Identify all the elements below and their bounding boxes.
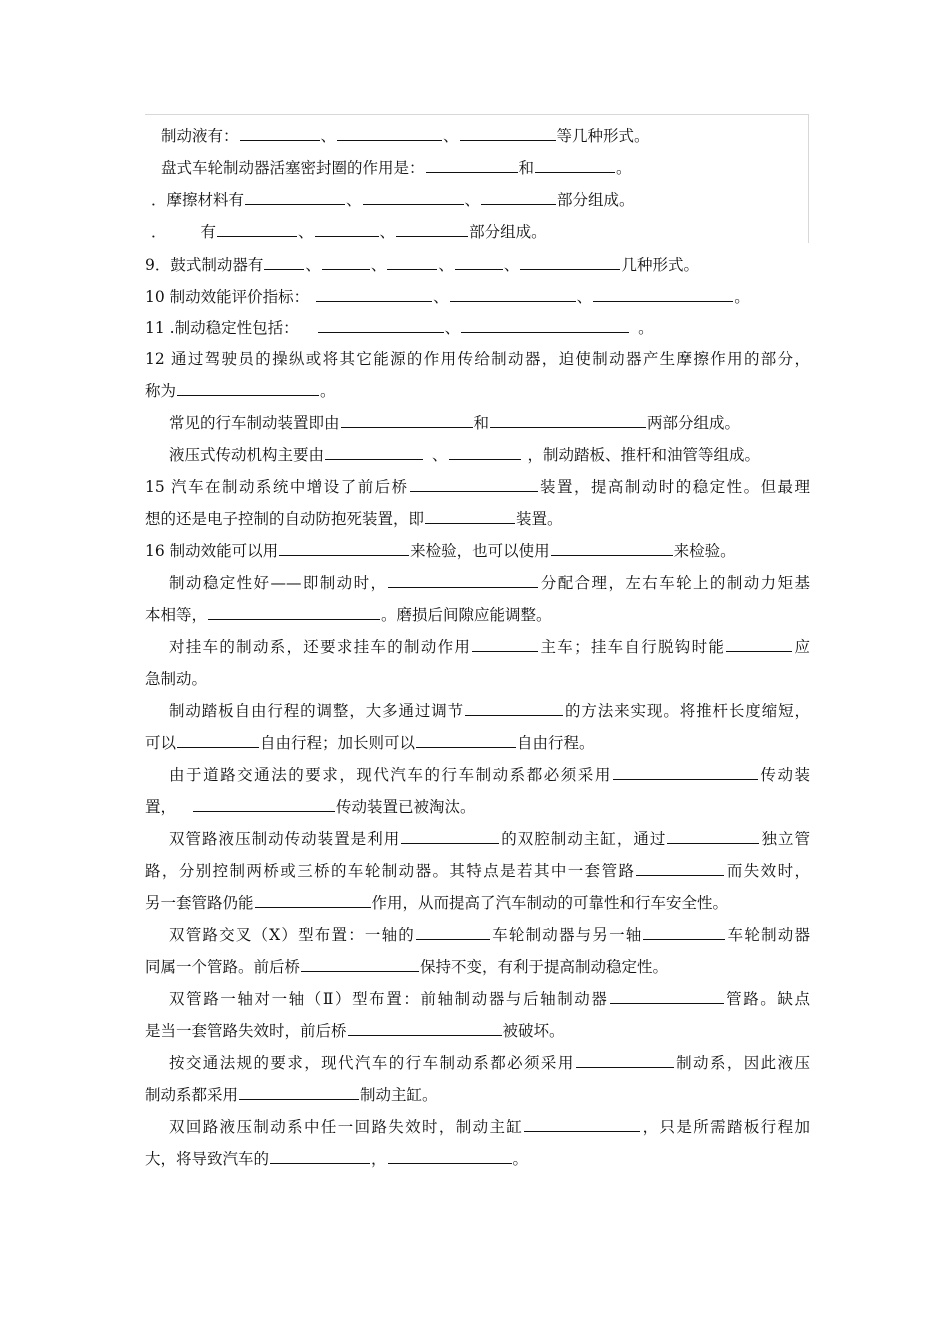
question-line: ．摩擦材料有 、 、 部分组成。 [151, 191, 635, 209]
question-line: 液压式传动机构主要由 、 ，制动踏板、推杆和油管等组成。 [169, 446, 761, 464]
answer-blank[interactable] [177, 380, 319, 396]
answer-blank[interactable] [636, 860, 724, 876]
answer-blank[interactable] [426, 157, 518, 173]
answer-blank[interactable] [279, 540, 409, 556]
question-line: 本相等， 。磨损后间隙应能调整。 [145, 606, 552, 624]
question-line: 常见的行车制动装置即由 和 两部分组成。 [169, 414, 741, 432]
question-line: 由于道路交通法的要求，现代汽车的行车制动系都必须采用 传动装 [169, 766, 810, 784]
answer-blank[interactable] [416, 924, 490, 940]
answer-blank[interactable] [337, 125, 442, 141]
answer-blank[interactable] [264, 254, 304, 270]
answer-blank[interactable] [217, 221, 297, 237]
question-line: 16 制动效能可以用 来检验，也可以使用 来检验。 [145, 542, 736, 560]
answer-blank[interactable] [255, 892, 371, 908]
answer-blank[interactable] [524, 1116, 640, 1132]
answer-blank[interactable] [316, 286, 432, 302]
question-line: 双管路一轴对一轴（Ⅱ）型布置：前轴制动器与后轴制动器 管路。缺点 [169, 990, 810, 1008]
answer-blank[interactable] [325, 444, 423, 460]
question-line: 10 制动效能评价指标： 、 、 。 [145, 288, 750, 306]
answer-blank[interactable] [177, 732, 259, 748]
question-line: 双管路液压制动传动装置是利用 的双腔制动主缸，通过 独立管 [169, 830, 810, 848]
question-line: 想的还是电子控制的自动防抱死装置，即 装置。 [145, 510, 563, 528]
answer-blank[interactable] [348, 1020, 502, 1036]
answer-blank[interactable] [208, 604, 380, 620]
answer-blank[interactable] [388, 1148, 512, 1164]
question-line: 制动稳定性好——即制动时， 分配合理，左右车轮上的制动力矩基 [169, 574, 810, 592]
answer-blank[interactable] [450, 286, 576, 302]
answer-blank[interactable] [193, 796, 335, 812]
question-line: ． 有 、 、 部分组成。 [151, 223, 547, 241]
question-line: 置， 传动装置已被淘汰。 [145, 798, 476, 816]
answer-blank[interactable] [315, 221, 379, 237]
question-line: 路，分别控制两桥或三桥的车轮制动器。其特点是若其中一套管路 而失效时， [145, 862, 810, 880]
answer-blank[interactable] [245, 189, 345, 205]
answer-blank[interactable] [341, 412, 473, 428]
answer-blank[interactable] [576, 1052, 674, 1068]
question-line: 12 通过驾驶员的操纵或将其它能源的作用传给制动器，迫使制动器产生摩擦作用的部分， [145, 350, 810, 368]
question-line: 同属一个管路。前后桥 保持不变，有利于提高制动稳定性。 [145, 958, 669, 976]
answer-blank[interactable] [490, 412, 646, 428]
answer-blank[interactable] [610, 988, 724, 1004]
question-line: 双回路液压制动系中任一回路失效时，制动主缸 ，只是所需踏板行程加 [169, 1118, 810, 1136]
question-line: 急制动。 [145, 670, 208, 688]
answer-blank[interactable] [460, 125, 556, 141]
answer-blank[interactable] [465, 700, 563, 716]
answer-blank[interactable] [481, 189, 556, 205]
answer-blank[interactable] [551, 540, 673, 556]
question-line: 另一套管路仍能 作用，从而提高了汽车制动的可靠性和行车安全性。 [145, 894, 729, 912]
answer-blank[interactable] [667, 828, 759, 844]
answer-blank[interactable] [388, 572, 538, 588]
question-line: 可以 自由行程；加长则可以 自由行程。 [145, 734, 595, 752]
answer-blank[interactable] [455, 254, 503, 270]
answer-blank[interactable] [535, 157, 615, 173]
question-line: 9．鼓式制动器有 、 、 、 、 几种形式。 [145, 256, 699, 274]
question-line: 按交通法规的要求，现代汽车的行车制动系都必须采用 制动系，因此液压 [169, 1054, 810, 1072]
answer-blank[interactable] [472, 636, 538, 652]
answer-blank[interactable] [396, 221, 468, 237]
question-line: 制动液有： 、 、 等几种形式。 [161, 127, 650, 145]
answer-blank[interactable] [387, 254, 437, 270]
answer-blank[interactable] [270, 1148, 370, 1164]
question-line: 制动系都采用 制动主缸。 [145, 1086, 438, 1104]
answer-blank[interactable] [520, 254, 620, 270]
answer-blank[interactable] [613, 764, 758, 780]
question-line: 对挂车的制动系，还要求挂车的制动作用 主车；挂车自行脱钩时能 应 [169, 638, 810, 656]
question-line: 11 .制动稳定性包括： 、 。 [145, 319, 654, 337]
question-line: 大，将导致汽车的 ， 。 [145, 1150, 529, 1168]
answer-blank[interactable] [239, 1084, 359, 1100]
answer-blank[interactable] [593, 286, 733, 302]
answer-blank[interactable] [401, 828, 499, 844]
answer-blank[interactable] [726, 636, 792, 652]
answer-blank[interactable] [363, 189, 464, 205]
question-line: 双管路交叉（X）型布置：一轴的 车轮制动器与另一轴 车轮制动器 [169, 926, 810, 944]
answer-blank[interactable] [318, 317, 444, 333]
answer-blank[interactable] [449, 444, 521, 460]
answer-blank[interactable] [425, 508, 515, 524]
question-line: 称为 。 [145, 382, 336, 400]
answer-blank[interactable] [410, 476, 538, 492]
question-line: 制动踏板自由行程的调整，大多通过调节 的方法来实现。将推杆长度缩短， [169, 702, 810, 720]
answer-blank[interactable] [643, 924, 725, 940]
answer-blank[interactable] [416, 732, 516, 748]
answer-blank[interactable] [322, 254, 370, 270]
answer-blank[interactable] [240, 125, 320, 141]
question-line: 15 汽车在制动系统中增设了前后桥 装置，提高制动时的稳定性。但最理 [145, 478, 810, 496]
question-line: 盘式车轮制动器活塞密封圈的作用是： 和 。 [161, 159, 632, 177]
answer-blank[interactable] [301, 956, 419, 972]
answer-blank[interactable] [461, 317, 629, 333]
question-line: 是当一套管路失效时，前后桥 被破坏。 [145, 1022, 565, 1040]
